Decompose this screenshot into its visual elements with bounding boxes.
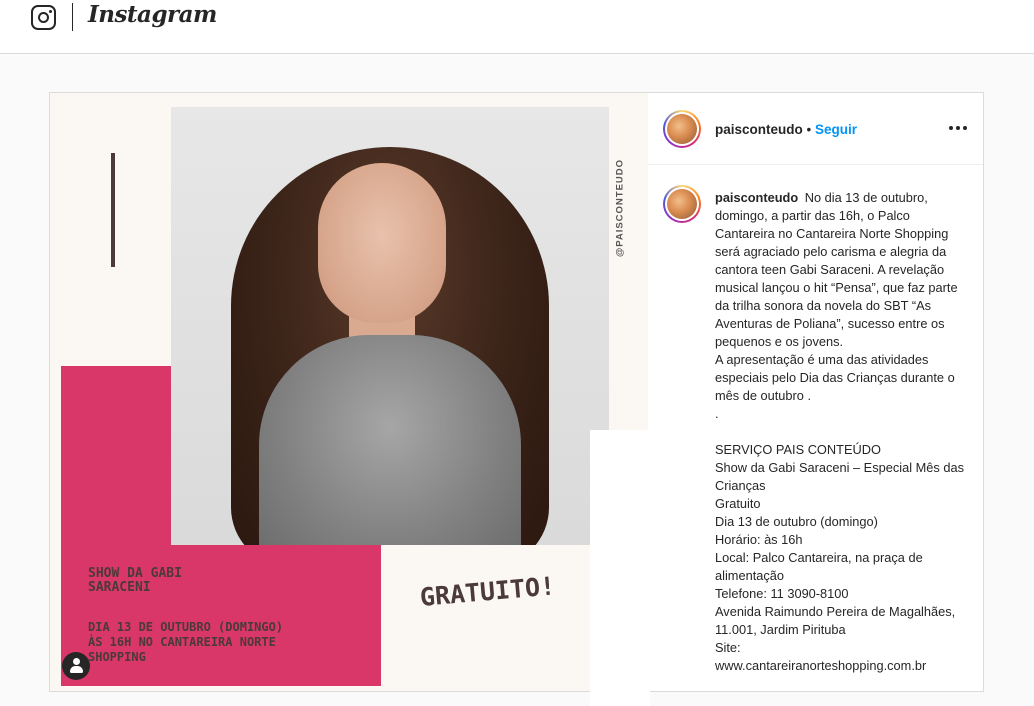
post-card (49, 92, 984, 692)
post-header (648, 93, 983, 165)
follow-button[interactable]: Seguir (815, 122, 858, 137)
instagram-camera-icon[interactable] (31, 5, 56, 30)
watermark-handle: @PAISCONTEUDO (614, 158, 626, 258)
tagged-user-icon[interactable] (62, 652, 90, 680)
post-caption (715, 189, 965, 675)
caption-line: Telefone: 11 3090-8100 (715, 586, 849, 601)
post-sidebar (648, 93, 983, 691)
separator-dot: • (806, 122, 812, 137)
logo-divider (72, 3, 73, 31)
caption-link[interactable]: www.cantareiranorteshopping.com.br (715, 658, 927, 673)
white-overlay-panel (590, 430, 650, 706)
top-navigation-bar (0, 0, 1034, 54)
caption-line: Horário: às 16h (715, 532, 803, 547)
show-date-text: DIA 13 DE OUTUBRO (DOMINGO) ÀS 16H NO CANTAREIRA NORTE SHOPPING (88, 620, 284, 664)
singer-photo (171, 107, 609, 545)
top-shape (259, 335, 521, 545)
instagram-wordmark[interactable]: Instagram (88, 1, 217, 28)
caption-line: SERVIÇO PAIS CONTEÚDO (715, 442, 881, 457)
caption-line: Avenida Raimundo Pereira de Magalhães, 11.001, Jardim Pirituba (715, 604, 956, 637)
more-options-icon[interactable] (949, 126, 967, 132)
caption-line: Site: (715, 640, 741, 655)
avatar[interactable] (663, 110, 701, 148)
caption-avatar[interactable] (663, 185, 701, 223)
caption-line: . (715, 406, 719, 421)
caption-blank-line (715, 423, 965, 441)
caption-intro-text: No dia 13 de outubro, domingo, a partir das 16h, o Palco Cantareira no Cantareira Norte Shopping será agraciado pelo carisma e alegria da cantora teen Gabi Saraceni. A revelação musical lançou o hit “Pensa”, que faz parte da trilha sonora da novela do SBT “As Aventuras de Poliana”, sucesso entre os pequenos e os jovens. (715, 190, 958, 349)
decorative-vertical-bar (111, 153, 115, 267)
show-title-text: SHOW DA GABI SARACENI (88, 566, 182, 595)
header-username-link[interactable]: paisconteudo (715, 122, 803, 137)
caption-line: Show da Gabi Saraceni – Especial Mês das Crianças (715, 460, 964, 493)
free-label: GRATUITO! (418, 571, 557, 612)
caption-username-link[interactable]: paisconteudo (715, 190, 799, 205)
caption-line: Local: Palco Cantareira, na praça de alimentação (715, 550, 923, 583)
caption-line: Gratuito (715, 496, 761, 511)
post-image[interactable] (50, 93, 648, 691)
caption-line: Dia 13 de outubro (domingo) (715, 514, 878, 529)
caption-line: A apresentação é uma das atividades especiais pelo Dia das Crianças durante o mês de outubro . (715, 352, 955, 403)
header-user-line (715, 121, 857, 139)
face-shape (318, 163, 446, 323)
